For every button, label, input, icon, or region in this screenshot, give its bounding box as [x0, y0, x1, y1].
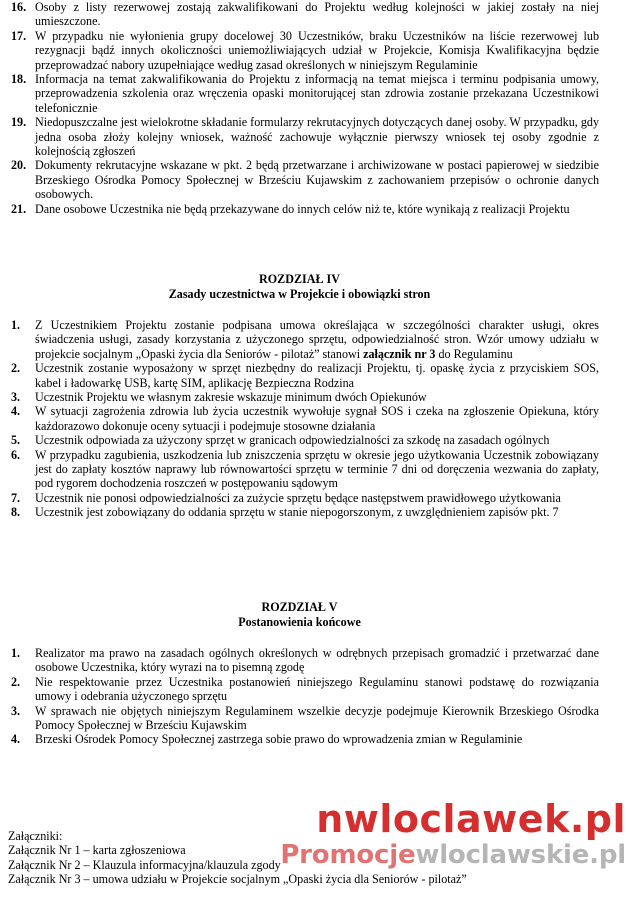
attachment-line: Załącznik Nr 3 – umowa udziału w Projekcie socjalnym „Opaski życia dla Seniorów - pilotaż”: [8, 872, 467, 887]
item-text-part: do Regulaminu: [435, 346, 513, 361]
chapter-5-list: [0, 646, 599, 747]
attachment-line: Załącznik Nr 2 – Klauzula informacyjna/klauzula zgody: [8, 857, 281, 872]
item-text: Nie respektowanie przez Uczestnika postanowień niniejszego Regulaminu stanowi podstawę do rozwiązania umowy i odebrania użyczonego sprzętu: [35, 674, 599, 704]
item-number: 20.: [11, 158, 27, 173]
item-number: 4.: [11, 732, 21, 747]
list-item: [0, 704, 599, 733]
item-text: Dokumenty rekrutacyjne wskazane w pkt. 2 będą przetwarzane i archiwizowane w postaci papierowej w siedzibie Brzeskiego Ośrodka Pomocy Społecznej w Brześciu Kujawskim z zachowaniem przepisów o ochronie danych osobowych.: [35, 158, 599, 202]
item-number: 6.: [11, 447, 21, 462]
item-text: W sprawach nie objętych niniejszym Regulaminem wszelkie decyzje podejmuje Kierownik Brzeskiego Ośrodka Pomocy Społecznej w Brześciu Kujawskim: [35, 703, 599, 733]
list-item: [0, 72, 599, 115]
list-item: [0, 390, 599, 404]
list-item: [0, 202, 599, 216]
item-text: Uczestnik nie ponosi odpowiedzialności za zużycie sprzętu będące następstwem prawidłowego użytkowania: [35, 490, 561, 505]
item-number: 3.: [11, 390, 21, 405]
chapter-4-title: ROZDZIAŁ IV: [259, 272, 340, 286]
item-text: [35, 318, 599, 361]
item-text: Informacja na temat zakwalifikowania do Projektu z informacją na temat miejsca i terminu podpisania umowy, przeprowadzenia szkolenia oraz wręczenia opaski monitorującej stan zdrowia zostanie przekazana Uczestnikowi telefonicznie: [35, 72, 599, 115]
list-item: [0, 505, 599, 519]
item-number: 8.: [11, 505, 21, 520]
item-text: Dane osobowe Uczestnika nie będą przekazywane do innych celów niż te, które wynikają z realizacji Projektu: [35, 201, 570, 216]
list-item: [0, 433, 599, 447]
item-text-part: Z Uczestnikiem Projektu zostanie podpisana umowa określająca w szczególności charakter usługi, okres świadczenia usługi, zasady korzystania z użyczonego sprzętu, odpowiedzialność stron. Wzór umowy udziału w projekcie socjalnym „Opaski życia dla Seniorów - pilotaż” stanowi: [35, 318, 599, 361]
item-number: 7.: [11, 490, 21, 505]
item-number: 1.: [11, 646, 21, 660]
regulation-list-continued: [0, 0, 599, 216]
item-text: Uczestnik jest zobowiązany do oddania sprzętu w stanie niepogorszonym, z uwzględnieniem zapisów pkt. 7: [35, 505, 559, 520]
list-item: [0, 115, 599, 158]
chapter-4-subtitle: Zasady uczestnictwa w Projekcie i obowiązki stron: [168, 287, 431, 301]
list-item: [0, 404, 599, 433]
list-item: [0, 29, 599, 72]
chapter-5-title: ROZDZIAŁ V: [261, 600, 338, 614]
attachments-section: [8, 829, 568, 887]
item-number: 4.: [11, 404, 21, 419]
list-item: [0, 646, 599, 675]
list-item: [0, 448, 599, 491]
item-number: 2.: [11, 674, 21, 689]
item-number: 18.: [11, 72, 27, 87]
item-text: Osoby z listy rezerwowej zostają zakwalifikowani do Projektu według kolejności w jakiej zostały na niej umieszczone.: [35, 0, 599, 29]
item-number: 19.: [11, 115, 27, 130]
list-item: [0, 675, 599, 704]
item-text: Uczestnik odpowiada za użyczony sprzęt w granicach odpowiedzialności za szkodę na zasadach ogólnych: [35, 433, 550, 448]
attachments-heading: Załączniki:: [8, 829, 63, 843]
list-item: [0, 361, 599, 390]
item-number: 17.: [11, 28, 27, 43]
chapter-5-subtitle: Postanowienia końcowe: [238, 615, 361, 629]
item-text: Uczestnik Projektu we własnym zakresie wskazuje minimum dwóch Opiekunów: [35, 390, 427, 405]
list-item: [0, 732, 599, 746]
item-number: 5.: [11, 433, 21, 448]
list-item: [0, 318, 599, 361]
watermark-part: wloclawskie.pl: [415, 840, 626, 870]
item-text: W przypadku nie wyłonienia grupy docelowej 30 Uczestników, braku Uczestników na liście rezerwowej lub rezygnacji bądź innych okoliczności uniemożliwiających udział w Projekcie, Komisja Kwalifikacyjna będzie przeprowadzać nabory uzupełniające według zasad określonych w niniejszym Regulaminie: [35, 28, 599, 72]
list-item: [0, 491, 599, 505]
item-number: 3.: [11, 703, 21, 718]
watermark-line-1: nwloclawek.pl: [316, 797, 626, 841]
item-text: Realizator ma prawo na zasadach ogólnych określonych w odrębnych przepisach gromadzić i przetwarzać dane osobowe Uczestnika, który wyrazi na to pisemną zgodę: [35, 646, 599, 675]
attachment-line: Załącznik Nr 1 – karta zgłoszeniowa: [8, 843, 186, 858]
item-text: Uczestnik zostanie wyposażony w sprzęt niezbędny do realizacji Projektu, tj. opaskę życia z przyciskiem SOS, kabel i ładowarkę USB, kartę SIM, aplikację Bezpieczna Rodzina: [35, 361, 599, 390]
attachment-reference: załącznik nr 3: [363, 346, 436, 361]
list-item: [0, 158, 599, 201]
item-text: Brzeski Ośrodek Pomocy Społecznej zastrzega sobie prawo do wprowadzenia zmian w Regulaminie: [35, 732, 523, 747]
item-text: W przypadku zagubienia, uszkodzenia lub zniszczenia sprzętu w okresie jego użytkowania Uczestnik zobowiązany jest do zapłaty kosztów naprawy lub równowartości sprzętu w terminie 7 dni od doręczenia wezwania do zapłaty, pod rygorem dochodzenia roszczeń w postępowaniu sądowym: [35, 447, 599, 491]
item-text: Niedopuszczalne jest wielokrotne składanie formularzy rekrutacyjnych dotyczących danej osoby. W przypadku, gdy jedna osoba złoży kolejny wniosek, ważność zachowuje wyłącznie pierwszy wniosek tej osoby zgodnie z kolejnością zgłoszeń: [35, 115, 599, 159]
item-number: 21.: [11, 201, 27, 216]
item-number: 2.: [11, 361, 21, 376]
item-text: W sytuacji zagrożenia zdrowia lub życia uczestnik wywołuje sygnał SOS i czeka na zgłoszenie Opiekuna, który każdorazowo dokonuje oceny sytuacji i podejmuje stosowne działania: [35, 404, 599, 433]
watermark-part: Promocje: [280, 840, 416, 870]
item-number: 1.: [11, 318, 21, 332]
item-number: 16.: [11, 0, 27, 14]
chapter-4-list: [0, 318, 599, 520]
list-item: [0, 0, 599, 29]
